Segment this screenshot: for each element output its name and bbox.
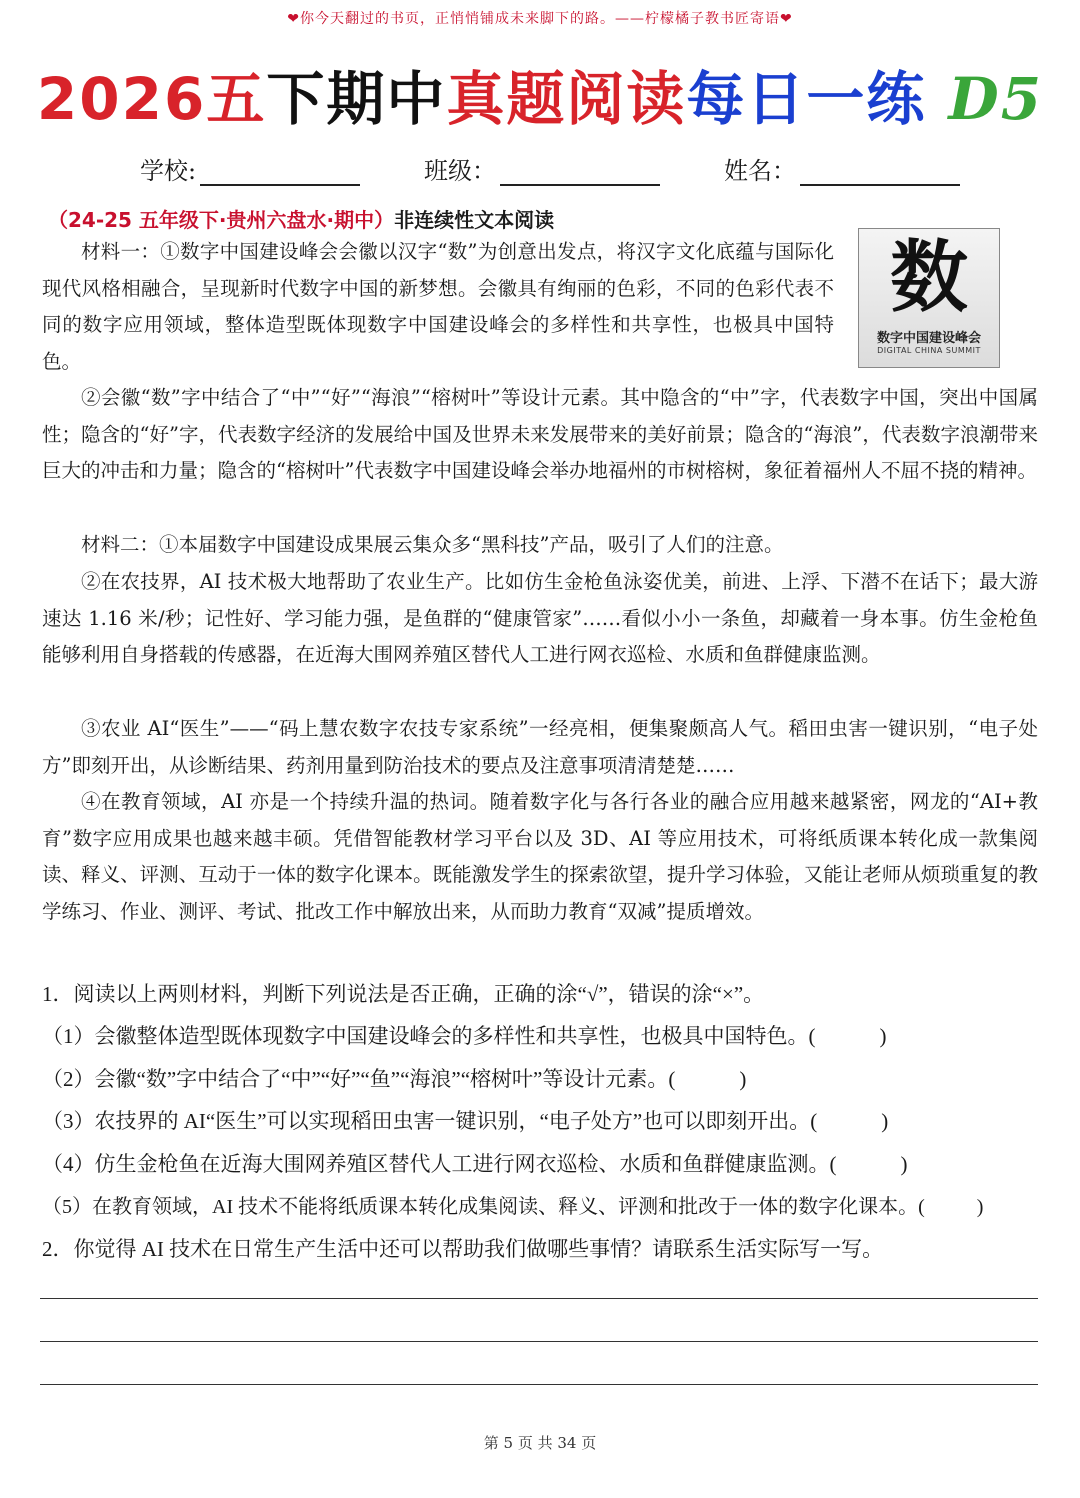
close-paren: ) (881, 1109, 889, 1133)
summit-logo-image (858, 228, 1000, 368)
item-text: （4）仿生金枪鱼在近海大围网养殖区替代人工进行网衣巡检、水质和鱼群健康监测。( (42, 1152, 837, 1176)
logo-en-text: DIGITAL CHINA SUMMIT (877, 346, 981, 355)
title-daily: 每日一练 (686, 65, 927, 133)
material1-paragraph1: 材料一：①数字中国建设峰会会徽以汉字“数”为创意出发点，将汉字文化底蕴与国际化现代风格相融合，呈现新时代数字中国的新梦想。会徽具有绚丽的色彩，不同的色彩代表不同的数字应用领域，整体造型既体现数字中国建设峰会的多样性和共享性，也极具中国特色。 (42, 240, 834, 373)
name-blank[interactable] (800, 158, 960, 186)
item-text: （3）农技界的 AI“医生”可以实现稻田虫害一键识别，“电子处方”也可以即刻开出。( (42, 1109, 818, 1133)
section-source: （24-25 五年级下·贵州六盘水·期中） (48, 208, 395, 232)
material1-paragraph2: ②会徽“数”字中结合了“中”“好”“海浪”“榕树叶”等设计元素。其中隐含的“中”字，代表数字中国，突出中国属性；隐含的“好”字，代表数字经济的发展给中国及世界未来发展带来的美好前景；隐含的“海浪”，代表数字浪潮带来巨大的冲击和力量；隐含的“榕树叶”代表数字中国建设峰会举办地福州的市树榕树，象征着福州人不屈不挠的精神。 (42, 386, 1038, 483)
school-label: 学校: (140, 157, 197, 185)
class-field[interactable] (424, 146, 660, 186)
title-day-code: D5 (948, 65, 1044, 133)
student-info-fields (140, 146, 960, 186)
answer-line[interactable] (40, 1384, 1038, 1385)
school-field[interactable] (140, 146, 360, 186)
question-1-item-2 (42, 1063, 746, 1093)
close-paren: ) (976, 1196, 984, 1218)
title-grade: 五 (206, 65, 267, 133)
question-1-item-1 (42, 1020, 887, 1050)
close-paren: ) (879, 1024, 887, 1048)
item-text: （2）会徽“数”字中结合了“中”“好”“鱼”“海浪”“榕树叶”等设计元素。( (42, 1067, 676, 1091)
section-type: 非连续性文本阅读 (394, 208, 555, 232)
close-paren: ) (900, 1152, 908, 1176)
question-1-item-5 (42, 1190, 983, 1219)
motto-banner: ❤你今天翻过的书页，正悄悄铺成未来脚下的路。——柠檬橘子教书匠寄语❤ (287, 11, 793, 27)
name-label: 姓名： (724, 157, 796, 185)
material2-paragraph2: ②在农技界，AI 技术极大地帮助了农业生产。比如仿生金枪鱼泳姿优美，前进、上浮、下潜不在话下；最大游速达 1.16 米/秒；记性好、学习能力强，是鱼群的“健康管家”……看似小小一条鱼，却藏着一身本事。仿生金枪鱼能够利用自身搭载的传感器，在近海大围网养殖区替代人工进行网衣巡检、水质和鱼群健康监测。 (42, 570, 1038, 667)
class-label: 班级： (424, 157, 497, 185)
page-number: 第 5 页 共 34 页 (483, 1434, 597, 1452)
material2-paragraph3: ③农业 AI“医生”——“码上慧农数字农技专家系统”一经亮相，便集聚颇高人气。稻田虫害一键识别，“电子处方”即刻开出，从诊断结果、药剂用量到防治技术的要点及注意事项清清楚楚…… (42, 717, 1038, 777)
title-year: 2026 (36, 65, 207, 133)
item-text: （1）会徽整体造型既体现数字中国建设峰会的多样性和共享性，也极具中国特色。( (42, 1024, 816, 1048)
name-field[interactable] (724, 146, 960, 186)
section-heading (48, 204, 554, 233)
item-text: （5）在教育领域，AI 技术不能将纸质课本转化成集阅读、释义、评测和批改于一体的数字化课本。( (42, 1196, 925, 1218)
question-2-prompt: 2．你觉得 AI 技术在日常生产生活中还可以帮助我们做哪些事情？请联系生活实际写一写。 (42, 1237, 884, 1261)
close-paren: ) (739, 1067, 747, 1091)
title-term: 下期中 (266, 65, 447, 133)
logo-glyph: 数 (889, 232, 968, 323)
title-reading: 真题阅读 (446, 65, 687, 133)
answer-line[interactable] (40, 1298, 1038, 1299)
material2-paragraph1: 材料二：①本届数字中国建设成果展云集众多“黑科技”产品，吸引了人们的注意。 (81, 533, 784, 556)
school-blank[interactable] (200, 158, 360, 186)
logo-cn-text: 数字中国建设峰会 (876, 331, 981, 346)
answer-line[interactable] (40, 1341, 1038, 1342)
question-1-item-4 (42, 1148, 908, 1178)
material2-paragraph4: ④在教育领域，AI 亦是一个持续升温的热词。随着数字化与各行各业的融合应用越来越紧密，网龙的“AI+教育”数字应用成果也越来越丰硕。凭借智能教材学习平台以及 3D、AI 等应用技术，可将纸质课本转化成一款集阅读、释义、评测、互动于一体的数字化课本。既能激发学生的探索欲望，提升学习体验，又能让老师从烦琐重复的教学练习、作业、测评、考试、批改工作中解放出来，从而助力教育“双减”提质增效。 (42, 790, 1038, 923)
class-blank[interactable] (500, 158, 660, 186)
question-1-item-3 (42, 1105, 888, 1135)
question-1-prompt: 1．阅读以上两则材料，判断下列说法是否正确，正确的涂“√”，错误的涂“×”。 (42, 982, 765, 1006)
worksheet-title (0, 52, 1080, 136)
